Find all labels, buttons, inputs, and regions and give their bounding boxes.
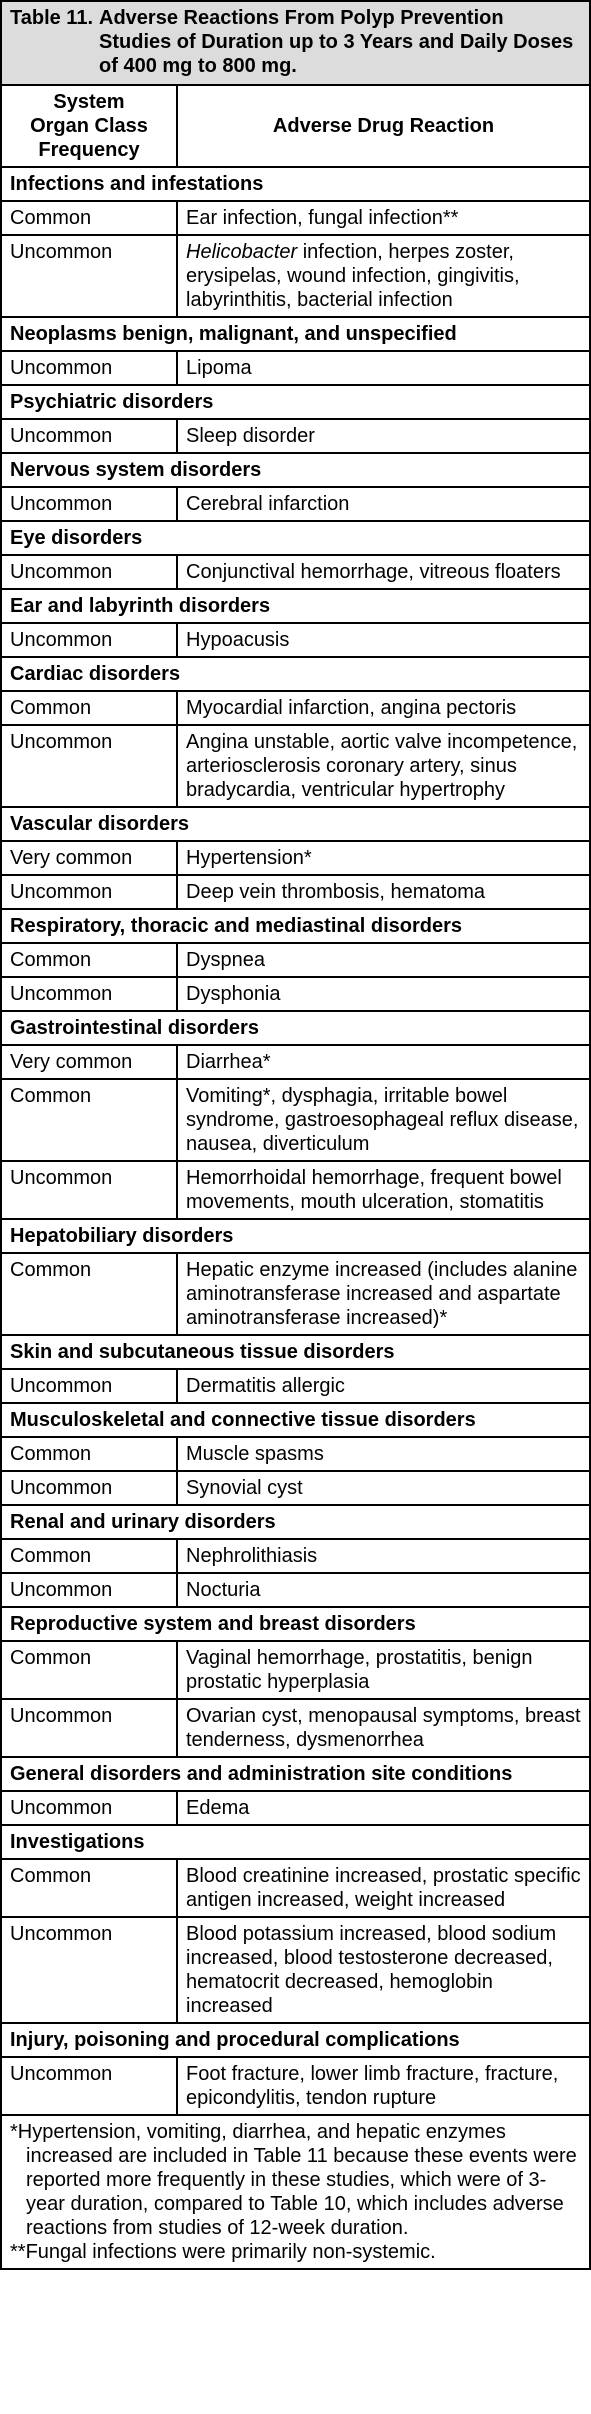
table-row xyxy=(1,1859,590,1917)
table-title-label: Table 11. xyxy=(10,7,94,29)
section-row xyxy=(1,1011,590,1045)
adverse-reaction-cell: Dermatitis allergic xyxy=(177,1369,590,1403)
adverse-reaction-cell: Deep vein thrombosis, hematoma xyxy=(177,875,590,909)
adverse-reaction-cell: Synovial cyst xyxy=(177,1471,590,1505)
adverse-reaction-cell: Edema xyxy=(177,1791,590,1825)
frequency-cell: Uncommon xyxy=(1,1917,177,2023)
frequency-cell: Uncommon xyxy=(1,1471,177,1505)
frequency-cell: Uncommon xyxy=(1,2057,177,2115)
section-row xyxy=(1,521,590,555)
section-heading: Skin and subcutaneous tissue disorders xyxy=(1,1335,590,1369)
section-row xyxy=(1,807,590,841)
footnotes xyxy=(1,2115,590,2269)
section-row xyxy=(1,1335,590,1369)
adverse-reaction-cell: Cerebral infarction xyxy=(177,487,590,521)
frequency-cell: Uncommon xyxy=(1,555,177,589)
table-row xyxy=(1,1573,590,1607)
frequency-cell: Uncommon xyxy=(1,351,177,385)
adverse-reaction-cell: Vaginal hemorrhage, prostatitis, benign prostatic hyperplasia xyxy=(177,1641,590,1699)
section-heading: Cardiac disorders xyxy=(1,657,590,691)
column-header-frequency xyxy=(1,85,177,167)
adr-text: infection, herpes zoster, erysipelas, wound infection, gingivitis, labyrinthitis, bacterial infection xyxy=(186,241,520,311)
frequency-cell: Uncommon xyxy=(1,725,177,807)
table-body xyxy=(1,167,590,2115)
adverse-reaction-cell: Hypertension* xyxy=(177,841,590,875)
frequency-cell: Common xyxy=(1,1437,177,1471)
table-row xyxy=(1,1917,590,2023)
adverse-reaction-cell: Myocardial infarction, angina pectoris xyxy=(177,691,590,725)
column-header-row xyxy=(1,85,590,167)
table-row xyxy=(1,841,590,875)
table-row xyxy=(1,1045,590,1079)
footnotes-row xyxy=(1,2115,590,2269)
frequency-cell: Common xyxy=(1,1539,177,1573)
section-row xyxy=(1,1757,590,1791)
frequency-cell: Common xyxy=(1,1253,177,1335)
section-heading: Renal and urinary disorders xyxy=(1,1505,590,1539)
section-heading: Infections and infestations xyxy=(1,167,590,201)
section-row xyxy=(1,1825,590,1859)
adverse-reaction-cell: Dyspnea xyxy=(177,943,590,977)
section-heading: Gastrointestinal disorders xyxy=(1,1011,590,1045)
frequency-cell: Common xyxy=(1,943,177,977)
section-heading: Hepatobiliary disorders xyxy=(1,1219,590,1253)
adverse-reaction-cell xyxy=(177,235,590,317)
section-heading: Respiratory, thoracic and mediastinal disorders xyxy=(1,909,590,943)
adverse-reaction-cell: Dysphonia xyxy=(177,977,590,1011)
adverse-reaction-cell: Lipoma xyxy=(177,351,590,385)
frequency-cell: Common xyxy=(1,1859,177,1917)
adverse-reaction-cell: Diarrhea* xyxy=(177,1045,590,1079)
frequency-cell: Uncommon xyxy=(1,1791,177,1825)
section-heading: Psychiatric disorders xyxy=(1,385,590,419)
table-row xyxy=(1,1161,590,1219)
column-header-adr: Adverse Drug Reaction xyxy=(177,85,590,167)
adverse-reaction-cell: Nephrolithiasis xyxy=(177,1539,590,1573)
adverse-reaction-cell: Hemorrhoidal hemorrhage, frequent bowel movements, mouth ulceration, stomatitis xyxy=(177,1161,590,1219)
adverse-reaction-cell: Ovarian cyst, menopausal symptoms, breast tenderness, dysmenorrhea xyxy=(177,1699,590,1757)
header-line: System xyxy=(53,91,125,113)
section-row xyxy=(1,1219,590,1253)
table-row xyxy=(1,1539,590,1573)
section-row xyxy=(1,167,590,201)
adverse-reaction-cell: Sleep disorder xyxy=(177,419,590,453)
table-row xyxy=(1,1699,590,1757)
section-heading: Vascular disorders xyxy=(1,807,590,841)
section-row xyxy=(1,453,590,487)
section-heading: Nervous system disorders xyxy=(1,453,590,487)
frequency-cell: Common xyxy=(1,691,177,725)
section-row xyxy=(1,1607,590,1641)
adverse-reaction-cell: Blood potassium increased, blood sodium increased, blood testosterone decreased, hematocrit decreased, hemoglobin increased xyxy=(177,1917,590,2023)
table-row xyxy=(1,351,590,385)
frequency-cell: Uncommon xyxy=(1,623,177,657)
adverse-reaction-cell: Ear infection, fungal infection** xyxy=(177,201,590,235)
adr-italic-term: Helicobacter xyxy=(186,241,298,263)
table-row xyxy=(1,419,590,453)
table-row xyxy=(1,555,590,589)
table-title xyxy=(1,1,590,85)
adverse-reaction-cell: Foot fracture, lower limb fracture, fracture, epicondylitis, tendon rupture xyxy=(177,2057,590,2115)
table-row xyxy=(1,1641,590,1699)
adverse-reaction-cell: Conjunctival hemorrhage, vitreous floaters xyxy=(177,555,590,589)
adverse-reaction-cell: Angina unstable, aortic valve incompetence, arteriosclerosis coronary artery, sinus bradycardia, ventricular hypertrophy xyxy=(177,725,590,807)
section-heading: General disorders and administration site conditions xyxy=(1,1757,590,1791)
section-row xyxy=(1,1505,590,1539)
frequency-cell: Common xyxy=(1,201,177,235)
frequency-cell: Uncommon xyxy=(1,1369,177,1403)
footnote: *Hypertension, vomiting, diarrhea, and hepatic enzymes increased are included in Table 11 because these events were reported more frequently in these studies, which were of 3-year duration, compared to Table 10, which includes adverse reactions from studies of 12-week duration. xyxy=(10,2121,577,2239)
section-row xyxy=(1,589,590,623)
section-row xyxy=(1,2023,590,2057)
frequency-cell: Common xyxy=(1,1079,177,1161)
section-row xyxy=(1,385,590,419)
section-heading: Reproductive system and breast disorders xyxy=(1,1607,590,1641)
table-title-text: Adverse Reactions From Polyp Prevention Studies of Duration up to 3 Years and Daily Doses of 400 mg to 800 mg. xyxy=(99,7,574,77)
frequency-cell: Uncommon xyxy=(1,1699,177,1757)
table-row xyxy=(1,977,590,1011)
section-row xyxy=(1,909,590,943)
table-title-row xyxy=(1,1,590,85)
section-heading: Neoplasms benign, malignant, and unspecified xyxy=(1,317,590,351)
frequency-cell: Uncommon xyxy=(1,419,177,453)
frequency-cell: Very common xyxy=(1,1045,177,1079)
adverse-reaction-cell: Nocturia xyxy=(177,1573,590,1607)
table-row xyxy=(1,1437,590,1471)
section-heading: Ear and labyrinth disorders xyxy=(1,589,590,623)
table-row xyxy=(1,487,590,521)
frequency-cell: Uncommon xyxy=(1,235,177,317)
section-heading: Investigations xyxy=(1,1825,590,1859)
frequency-cell: Common xyxy=(1,1641,177,1699)
footnote: **Fungal infections were primarily non-systemic. xyxy=(10,2241,436,2263)
frequency-cell: Very common xyxy=(1,841,177,875)
section-heading: Eye disorders xyxy=(1,521,590,555)
table-row xyxy=(1,691,590,725)
adverse-reaction-cell: Vomiting*, dysphagia, irritable bowel syndrome, gastroesophageal reflux disease, nausea, diverticulum xyxy=(177,1079,590,1161)
table-row xyxy=(1,1369,590,1403)
table-row xyxy=(1,1791,590,1825)
table-row xyxy=(1,725,590,807)
frequency-cell: Uncommon xyxy=(1,875,177,909)
adverse-reaction-cell: Hepatic enzyme increased (includes alanine aminotransferase increased and aspartate aminotransferase increased)* xyxy=(177,1253,590,1335)
frequency-cell: Uncommon xyxy=(1,977,177,1011)
table-row xyxy=(1,875,590,909)
section-row xyxy=(1,317,590,351)
frequency-cell: Uncommon xyxy=(1,1573,177,1607)
section-row xyxy=(1,1403,590,1437)
table-row xyxy=(1,1471,590,1505)
table-row xyxy=(1,2057,590,2115)
section-row xyxy=(1,657,590,691)
table-row xyxy=(1,943,590,977)
frequency-cell: Uncommon xyxy=(1,487,177,521)
adverse-reaction-cell: Hypoacusis xyxy=(177,623,590,657)
table-row xyxy=(1,235,590,317)
adverse-reaction-cell: Blood creatinine increased, prostatic specific antigen increased, weight increased xyxy=(177,1859,590,1917)
section-heading: Musculoskeletal and connective tissue disorders xyxy=(1,1403,590,1437)
adverse-reaction-cell: Muscle spasms xyxy=(177,1437,590,1471)
frequency-cell: Uncommon xyxy=(1,1161,177,1219)
header-line: Frequency xyxy=(38,139,140,161)
table-row xyxy=(1,1253,590,1335)
section-heading: Injury, poisoning and procedural complications xyxy=(1,2023,590,2057)
table-row xyxy=(1,623,590,657)
table-row xyxy=(1,201,590,235)
table-row xyxy=(1,1079,590,1161)
header-line: Organ Class xyxy=(30,115,148,137)
